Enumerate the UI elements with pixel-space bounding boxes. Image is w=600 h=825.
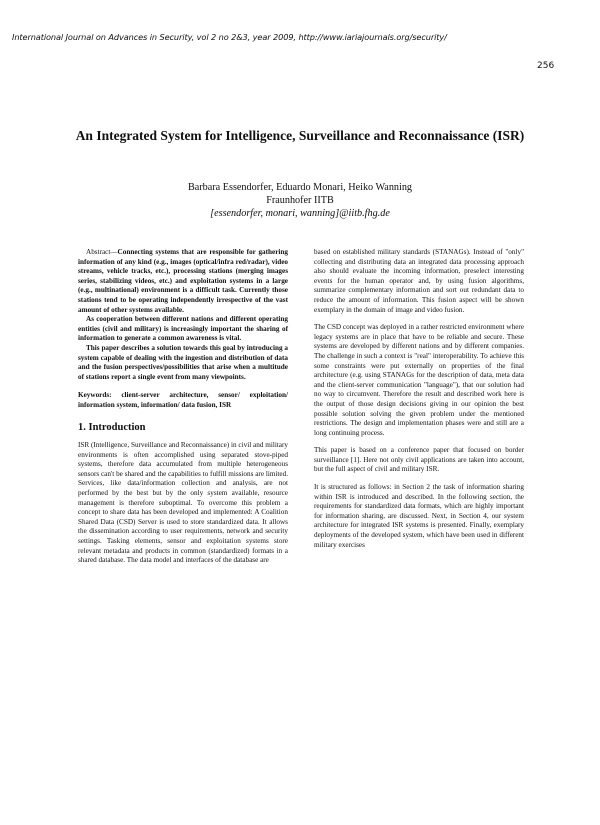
body-paragraph-2: The CSD concept was deployed in a rather restricted environment where legacy systems are in place that have to be reliable and secure. These systems are developed by different nations and by different companies. The challenge in such a context is "real" interoperability. To achieve this some constraints were put externally on properties of the final architecture (e.g. using STANAGs for the description of data, meta data and the client-server communication "language"), that our solution had no way to circumvent. Therefore the result and described work here is the output of those design decisions giving in our opinion the best possible solution solving the given problem under the mentioned restrictions. The design and implementation phases were and still are a long continuing process. [314,323,524,437]
abstract-paragraph-3: This paper describes a solution towards this goal by introducing a system capable of dealing with the ingestion and distribution of data and the fusion perspectives/possibilities that arise when a multitude of stations report a single event from many viewpoints. [78,343,288,381]
intro-paragraph: ISR (Intelligence, Surveillance and Reconnaissance) in civil and military environments is often accomplished using separated stove-piped systems, therefore data accumulated from multiple heterogeneous sensors can't be shared and the capabilities to fulfill missions are limited. Services, like data/information collection and analysis, are not performed by the best but by the only system available, resource management is therefore suboptimal. To overcome this problem a concept to share data has been developed and implemented: A Coalition Shared Data (CSD) Server is used to store standardized data. It allows the dissemination according to user requirements, network and security settings. Tasking elements, sensor and exploitation systems store relevant metadata and products in common (standardized) formats in a shared database. The data model and interfaces of the database are [78,441,288,565]
abstract [78,248,288,382]
paper-title: An Integrated System for Intelligence, Surveillance and Reconnaissance (ISR) [75,128,525,143]
abstract-lead: Abstract— [86,248,118,256]
right-column [314,248,524,550]
body-paragraph-3: This paper is based on a conference paper that focused on border surveillance [1]. Here not only civil applications are taken into account, but the full aspect of civil and military ISR. [314,446,524,474]
left-column [78,248,288,566]
author-affiliation: Fraunhofer IITB [266,195,334,206]
section-heading: 1. Introduction [78,421,146,433]
journal-header: International Journal on Advances in Security, vol 2 no 2&3, year 2009, http://www.iariajournals.org/security/ [12,32,447,42]
body-paragraph-4: It is structured as follows: in Section 2 the task of information sharing within ISR is introduced and described. In the following section, the requirements for standardized data formats, which are highly important for information sharing, are discussed. Next, in Section 4, our system architecture for integrated ISR systems is presented. Finally, exemplary deployments of the developed system, which have been used in different military exercises [314,483,524,549]
author-email: [essendorfer, monari, wanning]@iitb.fhg.de [210,208,390,219]
author-names: Barbara Essendorfer, Eduardo Monari, Heiko Wanning [187,182,413,193]
abstract-paragraph-2: As cooperation between different nations and different operating entities (civil and military) is increasingly important the sharing of information to generate a common awareness is vital. [78,315,288,343]
abstract-text-1: Connecting systems that are responsible for gathering information of any kind (e.g., images (optical/infra red/radar), video streams, vehicle tracks, etc.), processing stations (merging images series, stabilizing videos, etc.) and exploitation systems in a large (e.g., multinational) environment is a difficult task. Currently those stations tend to be operating independently irrespective of the vast amount of other systems available. [78,248,288,314]
page-number: 256 [537,61,555,71]
abstract-paragraph-1 [78,248,288,315]
keywords: Keywords: client-server architecture, sensor/ exploitation/ information system, information/ data fusion, ISR [78,391,288,409]
author-block [0,181,600,220]
body-paragraph-1: based on established military standards (STANAGs). Instead of "only" collecting and distributing data an integrated data processing approach also should evaluate the incoming information, preselect interesting events for the human operator and, by using fusion algorithms, summarize complementary information and sort out redundant data to reduce the amount of information. This fusion aspect will be shown exemplary in the domain of image and video fusion. [314,248,524,314]
